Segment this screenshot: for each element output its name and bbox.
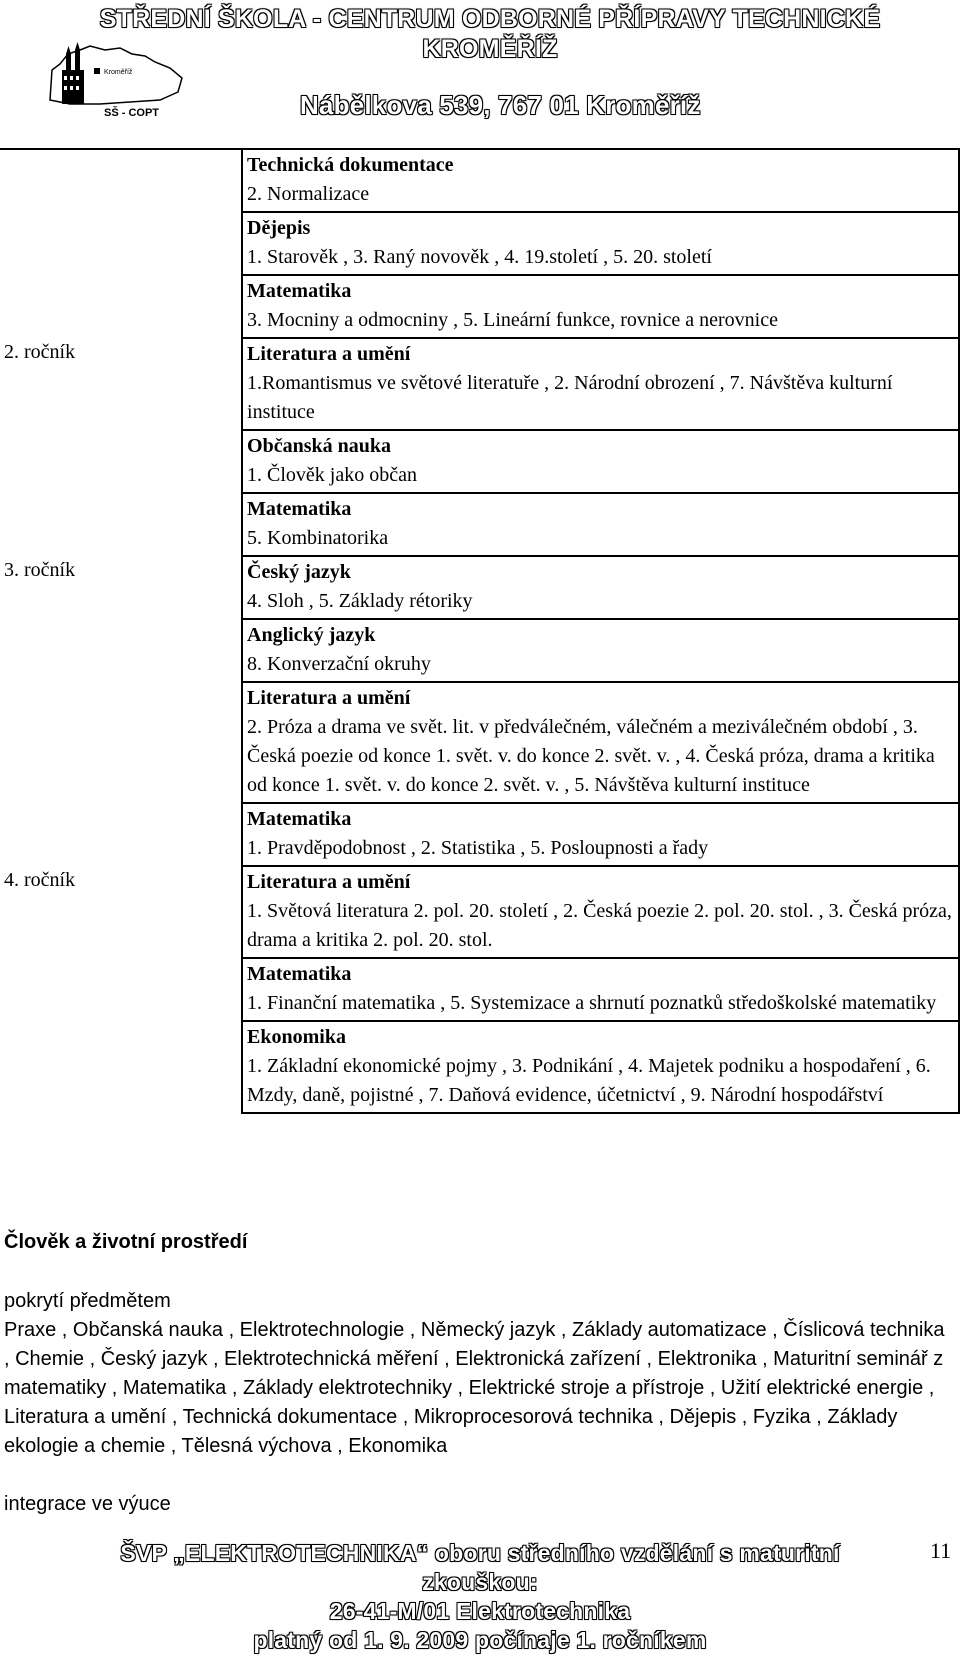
page-number: 11 — [930, 1538, 952, 1563]
logo-city: Kroměříž — [104, 69, 133, 76]
year-cell — [0, 803, 242, 866]
year-cell — [0, 619, 242, 682]
subject-name: Matematika — [247, 808, 352, 830]
year-cell — [0, 275, 242, 338]
year-cell: 2. ročník — [4, 341, 76, 363]
school-logo — [20, 40, 190, 120]
table-row — [0, 803, 959, 866]
year-cell — [0, 149, 242, 212]
subject-cell — [242, 682, 959, 803]
subject-cell — [242, 275, 959, 338]
subject-topics: 2. Próza a drama ve svět. lit. v předválečném, válečném a meziválečném období , 3. Česká poezie od konce 1. svět. v. do konce 2. svět. v. , 4. Česká próza, drama a kritika od konce 1. svět. v. do konce 2. svět. v. , 5. Návštěva kulturní instituce — [247, 716, 935, 796]
subject-topics: 1.Romantismus ve světové literatuře , 2. Národní obrození , 7. Návštěva kulturní instituce — [247, 372, 893, 423]
table-row — [0, 556, 959, 619]
year-cell — [0, 682, 242, 803]
subject-name: Matematika — [247, 498, 352, 520]
table-row — [0, 212, 959, 275]
subject-cell — [242, 556, 959, 619]
subject-name: Matematika — [247, 963, 352, 985]
subject-cell — [242, 619, 959, 682]
subject-cell — [242, 338, 959, 430]
subject-topics: 8. Konverzační okruhy — [247, 653, 431, 675]
school-address: Nábělkova 539, 767 01 Kroměříž — [300, 90, 701, 120]
subject-topics: 3. Mocniny a odmocniny , 5. Lineární funkce, rovnice a nerovnice — [247, 309, 778, 331]
school-name: STŘEDNÍ ŠKOLA - CENTRUM ODBORNÉ PŘÍPRAVY TECHNICKÉ KROMĚŘÍŽ — [99, 5, 881, 63]
subject-name: Občanská nauka — [247, 435, 391, 457]
subject-cell — [242, 1021, 959, 1113]
subject-cell — [242, 803, 959, 866]
subject-name: Dějepis — [247, 217, 311, 239]
subject-cell — [242, 866, 959, 958]
year-cell: 4. ročník — [4, 869, 76, 891]
table-row — [0, 619, 959, 682]
year-cell — [0, 493, 242, 556]
subject-topics: 1. Starověk , 3. Raný novověk , 4. 19.století , 5. 20. století — [247, 246, 712, 268]
year-cell — [0, 430, 242, 493]
subject-name: Literatura a umění — [247, 687, 411, 709]
subject-topics: 1. Světová literatura 2. pol. 20. století , 2. Česká poezie 2. pol. 20. stol. , 3. Česká próza, drama a kritika 2. pol. 20. stol. — [247, 900, 952, 951]
subject-topics: 1. Základní ekonomické pojmy , 3. Podnikání , 4. Majetek podniku a hospodaření , 6. Mzdy, daně, pojistné , 7. Daňová evidence, účetnictví , 9. Národní hospodářství — [247, 1055, 931, 1106]
table-row — [0, 682, 959, 803]
subject-topics: 5. Kombinatorika — [247, 527, 389, 549]
subject-name: Matematika — [247, 280, 352, 302]
coverage-label: pokrytí předmětem — [4, 1290, 171, 1312]
table-row — [0, 430, 959, 493]
subject-cell — [242, 149, 959, 212]
subject-name: Technická dokumentace — [247, 154, 454, 176]
table-row — [0, 338, 959, 430]
table-row — [0, 958, 959, 1021]
subject-cell — [242, 958, 959, 1021]
subject-name: Literatura a umění — [247, 343, 411, 365]
curriculum-table — [0, 148, 960, 1114]
subject-name: Ekonomika — [247, 1026, 346, 1048]
table-row — [0, 275, 959, 338]
footer-line-1: ŠVP „ELEKTROTECHNIKA“ oboru středního vzdělání s maturitní zkouškou: — [120, 1540, 840, 1595]
subject-topics: 4. Sloh , 5. Základy rétoriky — [247, 590, 473, 612]
subject-name: Anglický jazyk — [247, 624, 376, 646]
subject-cell — [242, 493, 959, 556]
subject-name: Český jazyk — [247, 561, 351, 583]
footer-line-3: platný od 1. 9. 2009 počínaje 1. ročníkem — [253, 1627, 707, 1653]
footer-line-2: 26-41-M/01 Elektrotechnika — [329, 1598, 631, 1624]
table-row — [0, 149, 959, 212]
table-row — [0, 1021, 959, 1113]
subject-topics: 1. Finanční matematika , 5. Systemizace a shrnutí poznatků středoškolské matematiky — [247, 992, 937, 1014]
subject-name: Literatura a umění — [247, 871, 411, 893]
coverage-subjects: Praxe , Občanská nauka , Elektrotechnologie , Německý jazyk , Základy automatizace , Číslicová technika , Chemie , Český jazyk , Elektrotechnická měření , Elektronická zařízení , Elektronika , Maturitní seminář z matematiky , Matematika , Základy elektrotechniky , Elektrické stroje a přístroje , Užití elektrické energie , Literatura a umění , Technická dokumentace , Mikroprocesorová technika , Dějepis , Fyzika , Základy ekologie a chemie , Tělesná výchova , Ekonomika — [4, 1319, 945, 1457]
section-heading: Člověk a životní prostředí — [4, 1231, 248, 1253]
year-cell — [0, 212, 242, 275]
subject-cell — [242, 430, 959, 493]
table-row — [0, 493, 959, 556]
page-footer — [60, 1539, 900, 1655]
year-cell: 3. ročník — [4, 559, 76, 581]
logo-label: SŠ - COPT — [104, 107, 160, 119]
integration-label: integrace ve výuce — [4, 1493, 171, 1515]
subject-topics: 1. Člověk jako občan — [247, 464, 417, 486]
subject-topics: 1. Pravděpodobnost , 2. Statistika , 5. Posloupnosti a řady — [247, 837, 709, 859]
subject-cell — [242, 212, 959, 275]
subject-topics: 2. Normalizace — [247, 183, 370, 205]
table-body — [0, 149, 959, 1113]
table-row — [0, 866, 959, 958]
year-cell — [0, 958, 242, 1021]
year-cell — [0, 1021, 242, 1113]
